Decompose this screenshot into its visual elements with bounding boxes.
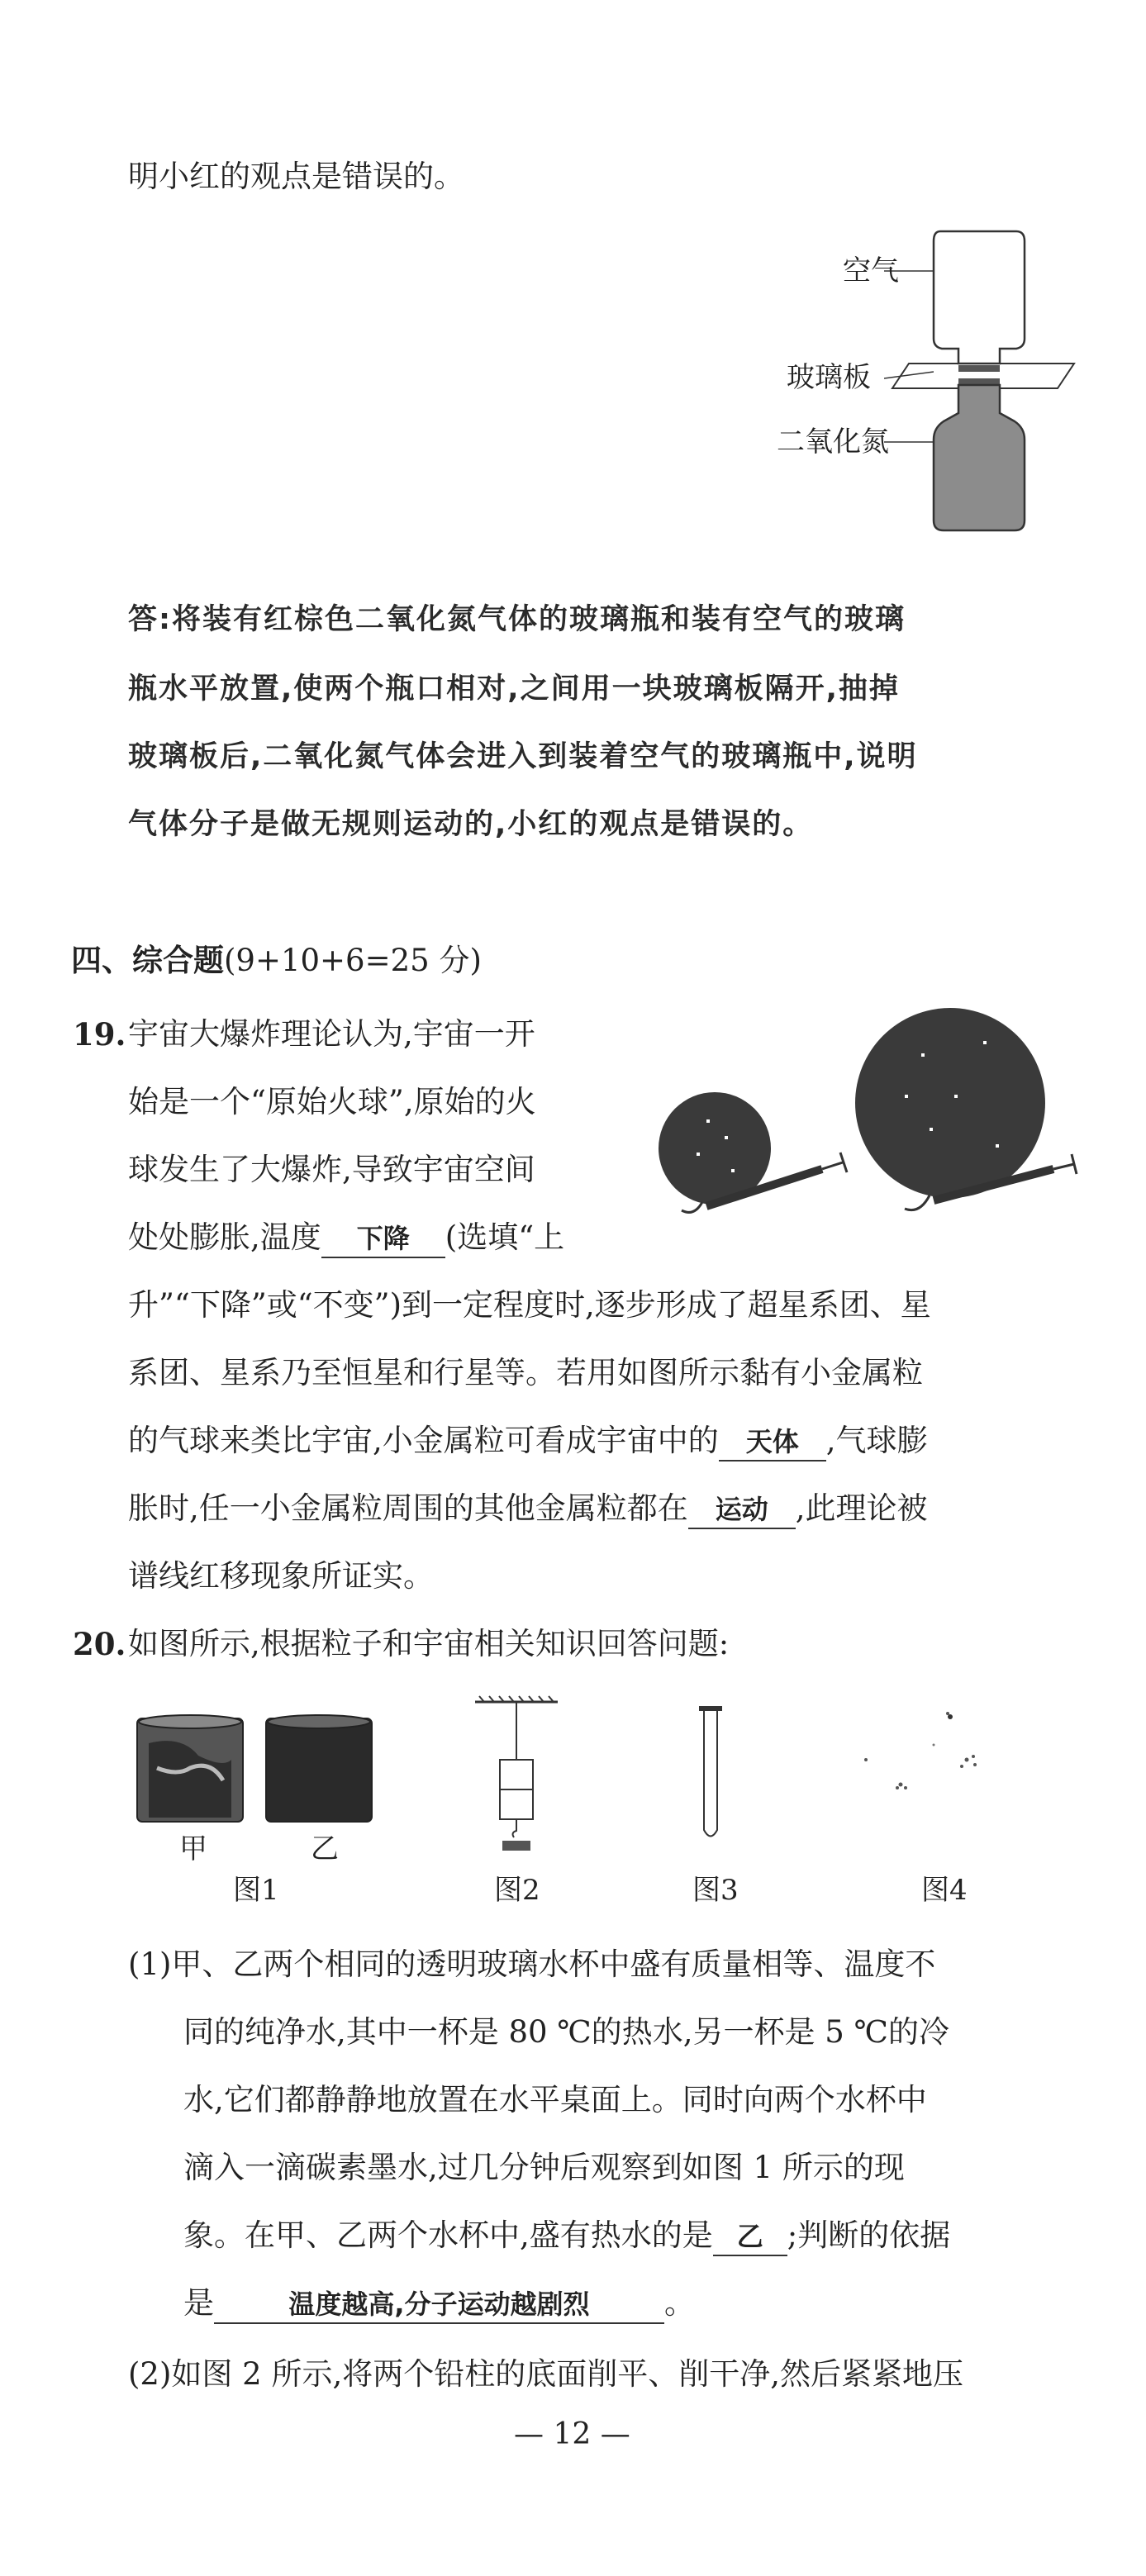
text-line: 明小红的观点是错误的。	[128, 159, 464, 194]
text-span: 是	[183, 2285, 214, 2321]
section-score: (9+10+6=25 分)	[224, 943, 482, 978]
text-line: 谱线红移现象所证实。	[128, 1558, 434, 1594]
answer-line: 气体分子是做无规则运动的,小红的观点是错误的。	[128, 808, 814, 841]
text-line: 系团、星系乃至恒星和行星等。若用如图所示黏有小金属粒	[128, 1355, 923, 1390]
page-number: — 12 —	[514, 2417, 630, 2451]
text-line: 同的纯净水,其中一杯是 80 ℃的热水,另一杯是 5 ℃的冷	[183, 2014, 949, 2050]
text-span: (选填“上	[445, 1219, 565, 1255]
text-line: 如图所示,根据粒子和宇宙相关知识回答问题:	[128, 1626, 730, 1661]
figure-3-test-tube	[694, 1706, 727, 1846]
answer-line: 答:将装有红棕色二氧化氮气体的玻璃瓶和装有空气的玻璃	[128, 603, 906, 636]
label-glass-plate: 玻璃板	[787, 361, 871, 394]
text-span: ;判断的依据	[787, 2217, 951, 2253]
figure-1-cups	[132, 1710, 380, 1834]
label-air: 空气	[843, 254, 899, 288]
text-span: 象。在甲、乙两个水杯中,盛有热水的是	[183, 2217, 713, 2253]
answer-line: 瓶水平放置,使两个瓶口相对,之间用一块玻璃板隔开,抽掉	[128, 673, 900, 706]
question-number: 20.	[73, 1626, 126, 1662]
balloon-figure	[657, 1004, 1087, 1235]
text-line: (2)如图 2 所示,将两个铅柱的底面削平、削干净,然后紧紧地压	[128, 2356, 963, 2392]
text-line: 升”“下降”或“不变”)到一定程度时,逐步形成了超星系团、星	[128, 1287, 931, 1323]
text-span: 。	[664, 2285, 695, 2321]
text-line	[128, 1418, 928, 1464]
text-line	[183, 2280, 695, 2326]
answer-blank: 下降	[321, 1220, 445, 1258]
text-line: 始是一个“原始火球”,原始的火	[128, 1084, 536, 1119]
text-span: 的气球来类比宇宙,小金属粒可看成宇宙中的	[128, 1423, 719, 1458]
text-line: 球发生了大爆炸,导致宇宙空间	[128, 1152, 535, 1187]
cup-label-yi: 乙	[311, 1832, 339, 1865]
figure-caption: 图3	[692, 1874, 739, 1907]
figure-caption: 图4	[921, 1874, 968, 1907]
answer-blank: 温度越高,分子运动越剧烈	[214, 2286, 664, 2324]
text-span: 胀时,任一小金属粒周围的其他金属粒都在	[128, 1490, 688, 1526]
section-title: 四、综合题	[71, 942, 224, 978]
figure-2-lead-cylinders	[471, 1694, 562, 1859]
text-line: 宇宙大爆炸理论认为,宇宙一开	[128, 1016, 535, 1052]
text-line: 水,它们都静静地放置在水平桌面上。同时向两个水杯中	[183, 2082, 927, 2117]
text-span: 处处膨胀,温度	[128, 1219, 321, 1255]
section-heading	[71, 937, 482, 984]
text-line: (1)甲、乙两个相同的透明玻璃水杯中盛有质量相等、温度不	[128, 1946, 936, 1982]
figure-caption: 图2	[494, 1874, 540, 1907]
answer-line: 玻璃板后,二氧化氮气体会进入到装着空气的玻璃瓶中,说明	[128, 740, 918, 773]
answer-blank: 天体	[719, 1423, 826, 1461]
label-no2: 二氧化氮	[777, 425, 889, 459]
text-line	[183, 2212, 950, 2259]
text-line	[128, 1485, 928, 1532]
cup-label-jia: 甲	[179, 1832, 207, 1865]
text-line	[128, 1214, 564, 1261]
text-span: ,此理论被	[795, 1490, 928, 1526]
figure-4-particles	[851, 1702, 1016, 1809]
text-line: 滴入一滴碳素墨水,过几分钟后观察到如图 1 所示的现	[183, 2150, 905, 2185]
question-number: 19.	[73, 1016, 126, 1053]
answer-blank: 乙	[713, 2218, 787, 2256]
answer-blank: 运动	[688, 1491, 796, 1529]
text-span: ,气球膨	[825, 1423, 928, 1458]
figure-caption: 图1	[233, 1874, 279, 1907]
